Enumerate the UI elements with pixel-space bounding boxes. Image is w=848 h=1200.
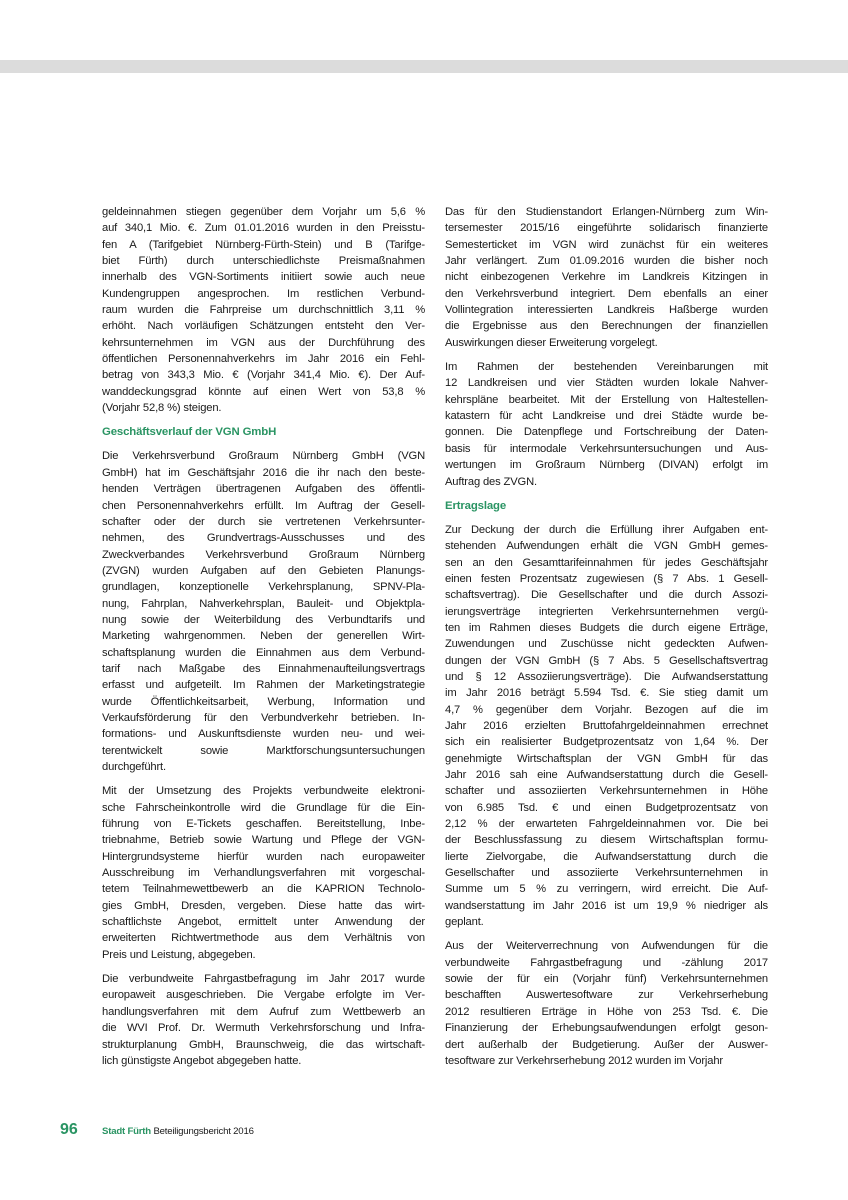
text-line: sowie der für ein (Vorjahr fünf) Verkehrsunternehmen: [445, 973, 768, 986]
text-line: (Vorjahr 52,8 %) steigen.: [102, 402, 222, 415]
page-number: 96: [60, 1121, 78, 1138]
text-line: strukturplanung GmbH, Braunschweig, die das wirtschaft-: [102, 1038, 425, 1051]
text-line: betrag von 343,3 Mio. € (Vorjahr 341,4 Mio. €). Der Auf-: [102, 369, 425, 382]
paragraph: [445, 204, 768, 351]
text-line: Zweckverbandes Verkehrsverbund Großraum Nürnberg: [102, 548, 425, 561]
text-line: wanddeckungsgrad könnte auf einen Wert von 53,8 %: [102, 385, 425, 398]
text-line: Jahr 2016 sah eine Aufwandserstattung durch die Gesell-: [445, 769, 768, 781]
text-line: fen A (Tarifgebiet Nürnberg-Fürth-Stein) und B (Tarifge-: [102, 238, 425, 251]
paragraph: [102, 448, 425, 775]
text-line: geldeinnahmen stiegen gegenüber dem Vorjahr um 5,6 %: [102, 206, 425, 218]
text-line: Im Rahmen der bestehenden Vereinbarungen mit: [445, 361, 768, 374]
section-heading: Geschäftsverlauf der VGN GmbH: [102, 426, 277, 439]
footer-text: [102, 1126, 254, 1137]
text-line: öffentlichen Personennahverkehrs im Jahr 2016 ein Fehl-: [102, 353, 425, 366]
text-line: und § 12 Assoziierungsverträge). Die Aufwandserstattung: [445, 670, 768, 683]
text-line: erweiterten Richtwertmethode aus dem Verhältnis von: [102, 932, 425, 945]
text-line: tersemester 2015/16 eingeführte solidarisch finanzierte: [445, 222, 768, 235]
text-line: nung sowie der Weiterbildung des Verbundtarifs und: [102, 613, 425, 626]
text-line: schaftsplanung wurden die Einnahmen aus dem Verbund-: [102, 646, 425, 659]
text-line: tesoftware zur Verkehrserhebung 2012 wurden im Vorjahr: [445, 1054, 723, 1067]
text-line: genehmigte Wirtschaftsplan der VGN GmbH für das: [445, 752, 768, 765]
left-column: [102, 204, 425, 1077]
text-line: grundlagen, konzeptionelle Verkehrsplanung, SPNV-Pla-: [102, 581, 425, 594]
text-line: wurde Öffentlichkeitsarbeit, Werbung, Information und: [102, 695, 425, 708]
text-line: nicht einbezogenen Verkehre im Landkreis Kitzingen in: [445, 271, 768, 284]
text-line: dert außerhalb der Budgetierung. Außer der Auswer-: [445, 1038, 768, 1051]
text-line: 2,12 % der erwarteten Fahrgeldeinnahmen vor. Die bei: [445, 818, 768, 831]
text-line: die WVI Prof. Dr. Wermuth Verkehrsforschung und Infra-: [102, 1022, 425, 1035]
text-line: lich günstigste Angebot abgegeben hatte.: [102, 1054, 302, 1067]
text-line: schaftsvertrag). Die Gesellschafter und die durch Assozi-: [445, 589, 768, 602]
text-line: tetem Teilnahmewettbewerb an die KAPRION Technolo-: [102, 883, 425, 896]
text-line: führung von E-Tickets geschaffen. Bereitstellung, Inbe-: [102, 818, 425, 831]
text-line: Vollintegration interessierten Landkreis Haßberge wurden: [445, 304, 768, 317]
text-line: sen an den Gesamttarifeinnahmen für jedes Geschäftsjahr: [445, 556, 768, 569]
text-line: Mit der Umsetzung des Projekts verbundweite elektroni-: [102, 785, 425, 798]
text-line: von 6.985 Tsd. € und einen Budgetprozentsatz von: [445, 801, 768, 814]
text-line: wertungen im Großraum Nürnberg (DIVAN) erfolgt im: [445, 459, 768, 472]
paragraph: [102, 204, 425, 416]
text-line: Aus der Weiterverrechnung von Aufwendungen für die: [445, 940, 768, 953]
text-line: Auswirkungen dieser Erweiterung vorgelegt.: [445, 336, 658, 349]
text-line: 12 Landkreisen und vier Städten wurden lokale Nahver-: [445, 377, 768, 390]
text-line: lierte Zielvorgabe, die Aufwandserstattung durch die: [445, 850, 768, 863]
text-line: Ausschreibung im Verhandlungsverfahren mit vorgeschal-: [102, 867, 425, 880]
text-line: Das für den Studienstandort Erlangen-Nürnberg zum Win-: [445, 206, 768, 218]
paragraph: [102, 971, 425, 1069]
text-line: verbundweite Fahrgastbefragung und -zählung 2017: [445, 956, 768, 969]
text-line: henden Verträgen übertragenen Aufgaben des öffentli-: [102, 483, 425, 496]
text-line: Jahr verlängert. Zum 01.09.2016 wurden die bisher noch: [445, 255, 768, 268]
top-bar: [0, 60, 848, 73]
text-line: GmbH) hat im Geschäftsjahr 2016 die ihr nach den beste-: [102, 466, 425, 479]
text-line: tarif nach Maßgabe des Einnahmenaufteilungsvertrags: [102, 662, 425, 675]
text-line: erfasst und aufgeteilt. Im Rahmen der Marketingstrategie: [102, 679, 425, 692]
section-heading: Ertragslage: [445, 499, 507, 512]
text-line: die Ergebnisse aus den Berechnungen der finanziellen: [445, 320, 768, 333]
text-line: schafter oder der durch sie vertretenen Verkehrsunter-: [102, 515, 425, 528]
text-line: der Beschlussfassung zu diesem Wirtschaftsplan formu-: [445, 834, 768, 847]
text-line: raum wurden die Fahrpreise um durchschnittlich 3,11 %: [102, 304, 425, 317]
text-line: wandserstattung im Jahr 2016 ist um 19,9 % niedriger als: [445, 899, 768, 912]
text-line: Zur Deckung der durch die Erfüllung ihrer Aufgaben ent-: [445, 523, 768, 536]
text-line: Semesterticket im VGN wird zunächst für ein weiteres: [445, 238, 768, 251]
text-line: gonnen. Die Datenpflege und Fortschreibung der Daten-: [445, 426, 768, 439]
footer-title: Beteiligungsbericht 2016: [153, 1126, 254, 1137]
text-line: chen Personennahverkehrs erfüllt. Im Auftrag der Gesell-: [102, 499, 425, 512]
text-line: kehrsunternehmen im VGN aus der Durchführung des: [102, 336, 425, 349]
text-line: sche Fahrscheinkontrolle wird die Grundlage für die Ein-: [102, 801, 425, 814]
text-line: Summe um 5 % zu verringern, wird erreicht. Die Auf-: [445, 883, 768, 896]
text-line: Gesellschafter und assoziierte Verkehrsunternehmen in: [445, 867, 768, 880]
text-line: beschafften Auswertesoftware zur Verkehrserhebung: [445, 989, 768, 1002]
text-line: Jahr 2016 erzielten Bruttofahrgeldeinnahmen errechnet: [445, 719, 768, 732]
text-line: sich ein realisierter Budgetprozentsatz von 1,64 %. Der: [445, 736, 768, 749]
text-line: kehrspläne bearbeitet. Mit der Erstellung von Haltestellen-: [445, 393, 768, 406]
text-line: 4,7 % gegenüber dem Vorjahr. Bezogen auf die im: [445, 703, 768, 716]
text-line: den Verkehrsverbund integriert. Dem ebenfalls an einer: [445, 287, 768, 300]
text-line: nehmen, des Grundvertrags-Ausschusses und des: [102, 532, 425, 545]
paragraph: [445, 938, 768, 1069]
text-line: europaweit ausgeschrieben. Die Vergabe erfolgte im Ver-: [102, 989, 425, 1002]
text-line: Hintergrundsysteme hierfür wurden nach europaweiter: [102, 850, 425, 863]
text-line: durchgeführt.: [102, 761, 166, 773]
text-line: dungen der VGN GmbH (§ 7 Abs. 5 Gesellschaftsvertrag: [445, 654, 768, 667]
text-line: geplant.: [445, 916, 484, 929]
text-line: innerhalb des VGN-Sortiments initiiert sowie auch neue: [102, 271, 425, 284]
text-line: ierungsverträge integrierten Verkehrsunternehmen vergü-: [445, 605, 768, 618]
text-line: (ZVGN) wurden Aufgaben auf den Gebieten Planungs-: [102, 564, 425, 577]
text-line: formations- und Auskunftsdienste wurden neu- und wei-: [102, 728, 425, 741]
paragraph: [445, 359, 768, 490]
text-line: Marketing wahrgenommen. Neben der generellen Wirt-: [102, 630, 425, 643]
footer-brand: Stadt Fürth: [102, 1126, 151, 1137]
text-line: Zuwendungen und Zuschüsse nicht gedeckten Aufwen-: [445, 638, 768, 651]
text-line: schaftlichste Angebot, ermittelt unter Anwendung der: [102, 916, 425, 929]
text-line: 2012 resultieren Erträge in Höhe von 253 Tsd. €. Die: [445, 1005, 768, 1018]
text-line: Kundengruppen angesprochen. Im restlichen Verbund-: [102, 287, 425, 300]
text-line: handlungsverfahren mit dem Aufruf zum Wettbewerb an: [102, 1005, 425, 1018]
text-line: Die verbundweite Fahrgastbefragung im Jahr 2017 wurde: [102, 973, 425, 986]
text-line: gies GmbH, Dresden, vergeben. Diese hatte das wirt-: [102, 899, 425, 912]
text-line: im Jahr 2016 beträgt 5.594 Tsd. €. Sie stieg damit um: [445, 687, 768, 700]
text-line: auf 340,1 Mio. €. Zum 01.01.2016 wurden in den Preisstu-: [102, 222, 425, 235]
text-line: triebnahme, Betrieb sowie Wartung und Pflege der VGN-: [102, 834, 425, 847]
text-line: biet Fürth) durch unterschiedlichste Preismaßnahmen: [102, 255, 425, 268]
paragraph: [102, 783, 425, 963]
text-line: erhöht. Nach vorläufigen Schätzungen entsteht den Ver-: [102, 320, 425, 333]
text-line: Preis und Leistung, abgegeben.: [102, 948, 256, 961]
text-line: stehenden Aufwendungen erhält die VGN GmbH gemes-: [445, 540, 768, 553]
text-line: terentwickelt sowie Marktforschungsuntersuchungen: [102, 744, 425, 757]
text-line: ten im Rahmen dieses Budgets die durch eigene Erträge,: [445, 621, 768, 634]
right-column: [445, 204, 768, 1077]
text-line: katastern für acht Landkreise und drei Städte wurde be-: [445, 410, 768, 423]
text-line: einen festen Prozentsatz zugewiesen (§ 7 Abs. 1 Gesell-: [445, 572, 768, 585]
text-line: Auftrag des ZVGN.: [445, 475, 537, 488]
text-line: Verkaufsförderung für den Verbundverkehr betrieben. In-: [102, 711, 425, 724]
text-line: Finanzierung der Erhebungsaufwendungen erfolgt geson-: [445, 1022, 768, 1035]
text-line: nung, Fahrplan, Nahverkehrsplan, Bauleit- und Objektpla-: [102, 597, 425, 610]
text-line: schafter und assoziierten Verkehrsunternehmen in Höhe: [445, 785, 768, 798]
text-line: Die Verkehrsverbund Großraum Nürnberg GmbH (VGN: [102, 450, 425, 463]
text-line: basis für intermodale Verkehrsuntersuchungen und Aus-: [445, 442, 768, 455]
paragraph: [445, 522, 768, 931]
